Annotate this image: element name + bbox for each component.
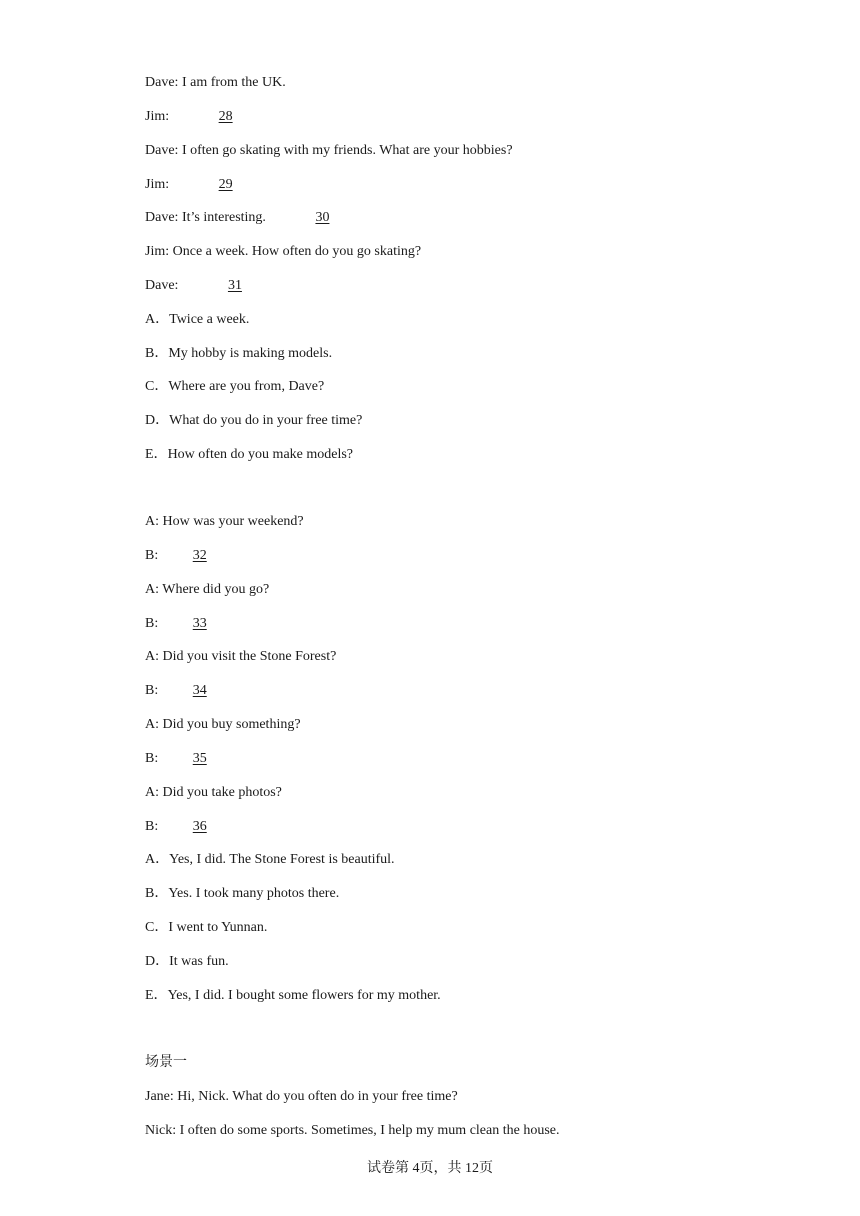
answer-blank-28[interactable]: 28 [218,109,233,124]
dialogue-line [145,176,271,194]
scene-heading: 场景一 [145,1055,187,1070]
option-item [145,851,395,869]
line-text: How was your weekend? [162,514,304,529]
speaker: A: [145,514,159,529]
speaker: Nick: [145,1123,177,1138]
option-text: I went to Yunnan. [168,920,268,935]
option-text: Where are you from, Dave? [168,379,325,394]
option-text: My hobby is making models. [168,346,333,361]
option-item [145,345,332,363]
speaker: A: [145,717,159,732]
dialogue-line [145,648,336,666]
option-text: It was fun. [169,954,229,969]
dialogue-line [145,818,230,836]
dialogue-line [145,581,269,599]
dialogue-line [145,513,304,531]
dialogue-line [145,1088,458,1106]
dialogue-line [145,108,271,126]
option-item [145,446,353,464]
line-text: I often do some sports. Sometimes, I help my mum clean the house. [179,1123,560,1138]
speaker: Jim: [145,177,170,192]
speaker: Jane: [145,1089,174,1104]
speaker: B: [145,683,159,698]
line-text: I am from the UK. [181,75,286,90]
answer-blank-29[interactable]: 29 [218,177,233,192]
answer-blank-36[interactable]: 36 [192,819,207,834]
speaker: A: [145,785,159,800]
answer-blank-32[interactable]: 32 [192,548,207,563]
answer-blank-33[interactable]: 33 [192,616,207,631]
option-item [145,919,267,937]
line-text: I often go skating with my friends. What are your hobbies? [181,143,513,158]
dialogue-line [145,209,367,227]
dialogue-line [145,1122,560,1140]
speaker: A: [145,582,159,597]
dialogue-line [145,547,230,565]
option-letter: B． [145,886,169,901]
option-letter: A． [145,312,170,327]
answer-blank-30[interactable]: 30 [315,210,330,225]
option-item [145,311,249,329]
dialogue-line [145,682,230,700]
speaker: A: [145,649,159,664]
speaker: Jim: [145,244,170,259]
option-text: Yes, I did. I bought some flowers for my mother. [167,988,441,1003]
speaker: Dave: [145,278,179,293]
answer-blank-35[interactable]: 35 [192,751,207,766]
option-letter: C． [145,379,169,394]
line-text: Where did you go? [162,582,270,597]
line-text: It’s interesting. [181,210,266,225]
option-item [145,378,324,396]
option-text: Yes, I did. The Stone Forest is beautiful. [169,852,395,867]
line-text: Did you visit the Stone Forest? [162,649,337,664]
option-letter: A． [145,852,170,867]
option-item [145,412,362,430]
option-letter: E． [145,447,168,462]
dialogue-line [145,750,230,768]
speaker: Jim: [145,109,170,124]
dialogue-line [145,277,280,295]
option-text: Twice a week. [169,312,250,327]
option-text: What do you do in your free time? [169,413,363,428]
option-item [145,987,441,1005]
speaker: Dave: [145,143,179,158]
speaker: B: [145,751,159,766]
line-text: Did you buy something? [162,717,301,732]
speaker: B: [145,616,159,631]
option-letter: B． [145,346,169,361]
option-item [145,953,229,971]
speaker: Dave: [145,75,179,90]
dialogue-line [145,142,513,160]
option-text: How often do you make models? [167,447,354,462]
dialogue-line [145,716,301,734]
option-text: Yes. I took many photos there. [168,886,340,901]
option-letter: C． [145,920,169,935]
dialogue-line [145,784,282,802]
line-text: Once a week. How often do you go skating? [172,244,422,259]
line-text: Did you take photos? [162,785,282,800]
option-letter: D． [145,413,170,428]
option-letter: E． [145,988,168,1003]
speaker: B: [145,548,159,563]
speaker: B: [145,819,159,834]
option-letter: D． [145,954,170,969]
speaker: Dave: [145,210,179,225]
dialogue-line [145,615,230,633]
answer-blank-31[interactable]: 31 [227,278,242,293]
page-footer: 试卷第 4页，共 12页 [367,1161,493,1176]
answer-blank-34[interactable]: 34 [192,683,207,698]
line-text: Hi, Nick. What do you often do in your free time? [177,1089,458,1104]
dialogue-line [145,243,421,261]
option-item [145,885,339,903]
dialogue-line [145,74,286,92]
